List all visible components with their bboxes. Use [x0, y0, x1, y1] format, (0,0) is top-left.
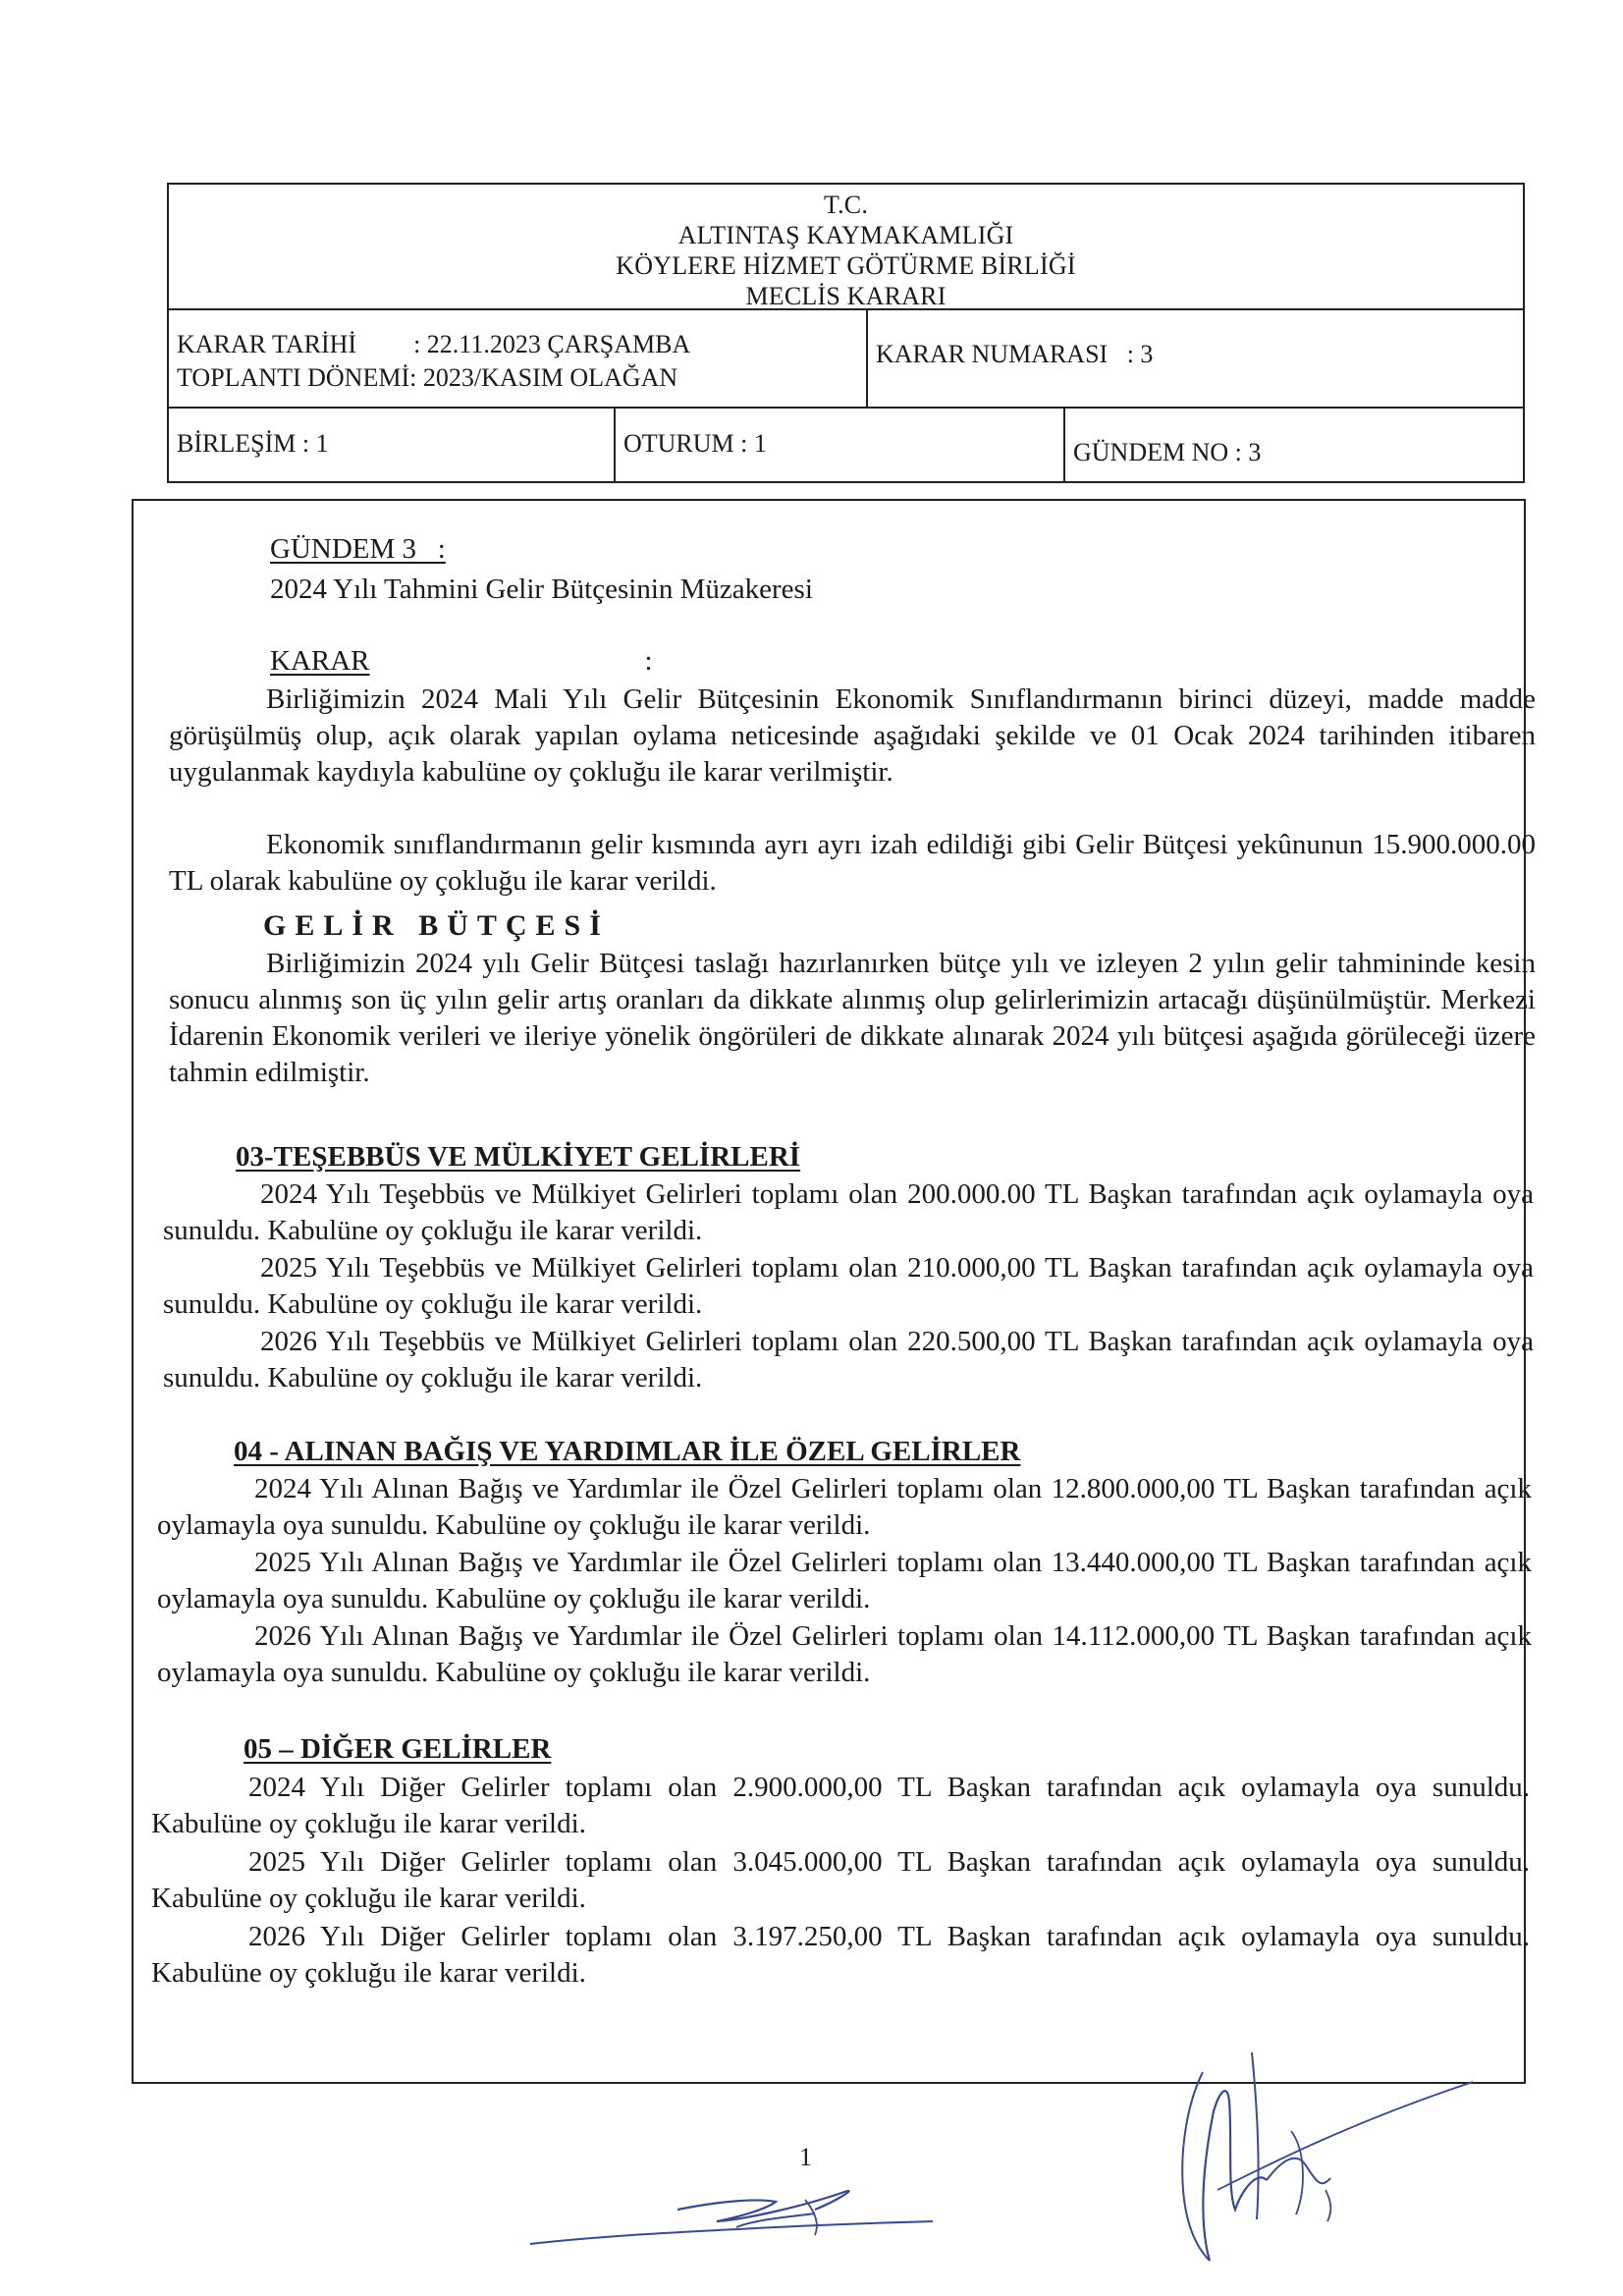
- section-04-heading: 04 - ALINAN BAĞIŞ VE YARDIMLAR İLE ÖZEL GELİRLER: [234, 1436, 1021, 1467]
- section-03-paragraph-1: 2024 Yılı Teşebbüs ve Mülkiyet Gelirleri toplamı olan 200.000.00 TL Başkan tarafından açık oylamayla oya sunuldu. Kabulüne oy çokluğu ile karar verildi.: [163, 1178, 1534, 1246]
- karar-heading: [270, 643, 653, 679]
- toplanti-donemi-label: TOPLANTI DÖNEMİ:: [177, 363, 417, 392]
- section-03-paragraph-2: 2025 Yılı Teşebbüs ve Mülkiyet Gelirleri toplamı olan 210.000,00 TL Başkan tarafından açık oylamayla oya sunuldu. Kabulüne oy çokluğu ile karar verildi.: [163, 1252, 1534, 1320]
- header-line-tc: T.C.: [823, 191, 869, 219]
- gundem-heading: GÜNDEM 3 :: [270, 533, 446, 565]
- section-05-paragraph-2: 2025 Yılı Diğer Gelirler toplamı olan 3.045.000,00 TL Başkan tarafından açık oylamayla oya sunuldu. Kabulüne oy çokluğu ile karar verildi.: [151, 1846, 1530, 1914]
- header-date-cell: [169, 310, 868, 407]
- oturum-cell: OTURUM : 1: [616, 407, 1065, 481]
- karar-colon: :: [644, 645, 653, 677]
- toplanti-donemi-value: 2023/KASIM OLAĞAN: [422, 363, 678, 392]
- header-title-block: [169, 185, 1523, 310]
- section-03-paragraph-3: 2026 Yılı Teşebbüs ve Mülkiyet Gelirleri toplamı olan 220.500,00 TL Başkan tarafından açık oylamayla oya sunuldu. Kabulüne oy çokluğu ile karar verildi.: [163, 1326, 1534, 1394]
- signature-left-icon: [520, 2141, 943, 2259]
- karar-tarihi-value: : 22.11.2023 ÇARŞAMBA: [413, 330, 691, 358]
- section-03-heading: 03-TEŞEBBÜS VE MÜLKİYET GELİRLERİ: [236, 1141, 801, 1173]
- gelir-butcesi-heading: GELİR BÜTÇESİ: [263, 909, 610, 942]
- karar-tarihi-label: KARAR TARİHİ: [177, 330, 357, 358]
- document-header: [167, 183, 1525, 483]
- karar-paragraph-2: Ekonomik sınıflandırmanın gelir kısmında ayrı ayrı izah edildiği gibi Gelir Bütçesi yekûnunun 15.900.000.00 TL olarak kabulüne oy çokluğu ile karar verildi.: [169, 829, 1536, 897]
- karar-numarasi: KARAR NUMARASI : 3: [876, 340, 1154, 368]
- page-number: 1: [799, 2143, 812, 2171]
- gelir-butcesi-paragraph: Birliğimizin 2024 yılı Gelir Bütçesi taslağı hazırlanırken bütçe yılı ve izleyen 2 yılın gelir tahmininde kesin sonucu alınmış son üç yılın gelir artış oranları da dikkate alınmış olup gelirlerimizin artacağı düşünülmüştür. Merkezi İdarenin Ekonomik verileri ve ileriye yönelik öngörüleri de dikkate alınarak 2024 yılı bütçesi aşağıda görüleceği üzere tahmin edilmiştir.: [169, 948, 1536, 1088]
- section-04-paragraph-3: 2026 Yılı Alınan Bağış ve Yardımlar ile Özel Gelirleri toplamı olan 14.112.000,00 TL Başkan tarafından açık oylamayla oya sunuldu. Kabulüne oy çokluğu ile karar verildi.: [157, 1620, 1532, 1688]
- karar-heading-text: KARAR: [270, 645, 370, 677]
- gundem-subject: 2024 Yılı Tahmini Gelir Bütçesinin Müzakeresi: [270, 574, 813, 605]
- gundem-no-cell: GÜNDEM NO : 3: [1073, 438, 1262, 466]
- karar-paragraph-1: Birliğimizin 2024 Mali Yılı Gelir Bütçesinin Ekonomik Sınıflandırmanın birinci düzeyi, madde madde görüşülmüş olup, açık olarak yapılan oylama neticesinde aşağıdaki şekilde ve 01 Ocak 2024 tarihinden itibaren uygulanmak kaydıyla kabulüne oy çokluğu ile karar verilmiştir.: [169, 683, 1536, 788]
- section-04-paragraph-2: 2025 Yılı Alınan Bağış ve Yardımlar ile Özel Gelirleri toplamı olan 13.440.000,00 TL Başkan tarafından açık oylamayla oya sunuldu. Kabulüne oy çokluğu ile karar verildi.: [157, 1547, 1532, 1614]
- header-session-row: [169, 407, 1523, 483]
- header-line-meclis-karari: MECLİS KARARI: [745, 282, 947, 310]
- signature-right-icon: [1159, 2043, 1492, 2278]
- header-line-birlik: KÖYLERE HİZMET GÖTÜRME BİRLİĞİ: [616, 251, 1076, 280]
- header-meta-row: [169, 310, 1523, 409]
- section-04-paragraph-1: 2024 Yılı Alınan Bağış ve Yardımlar ile Özel Gelirleri toplamı olan 12.800.000,00 TL Başkan tarafından açık oylamayla oya sunuldu. Kabulüne oy çokluğu ile karar verildi.: [157, 1473, 1532, 1541]
- birlesim-cell: BİRLEŞİM : 1: [169, 407, 616, 481]
- section-05-paragraph-1: 2024 Yılı Diğer Gelirler toplamı olan 2.900.000,00 TL Başkan tarafından açık oylamayla oya sunuldu. Kabulüne oy çokluğu ile karar verildi.: [151, 1772, 1530, 1839]
- section-05-paragraph-3: 2026 Yılı Diğer Gelirler toplamı olan 3.197.250,00 TL Başkan tarafından açık oylamayla oya sunuldu. Kabulüne oy çokluğu ile karar verildi.: [151, 1921, 1530, 1989]
- section-05-heading: 05 – DİĞER GELİRLER: [243, 1733, 552, 1765]
- header-line-kaymakamlik: ALTINTAŞ KAYMAKAMLIĞI: [677, 221, 1014, 249]
